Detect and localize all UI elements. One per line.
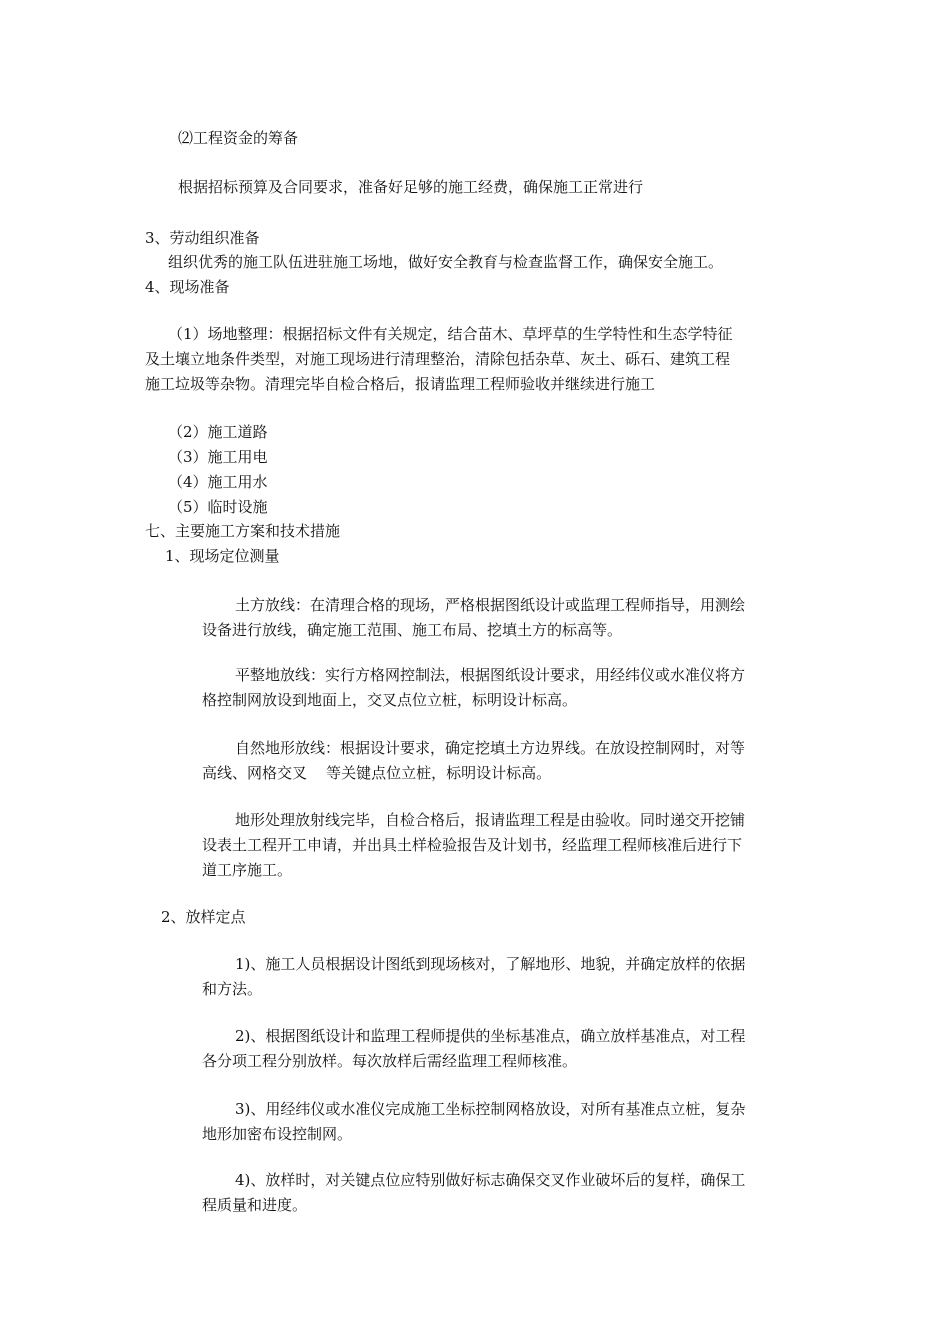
site-clearing-line: 施工垃圾等杂物。清理完毕自检合格后，报请监理工程师验收并继续进行施工 — [145, 375, 656, 393]
staking-step-line: 程质量和进度。 — [202, 1196, 308, 1214]
labor-text: 组织优秀的施工队伍进驻施工场地，做好安全教育与检查监督工作，确保安全施工。 — [168, 253, 724, 271]
funding-text: 根据招标预算及合同要求，准备好足够的施工经费，确保施工正常进行 — [178, 178, 644, 196]
survey-done-line: 设表土工程开工申请，并出具土样检验报告及计划书，经监理工程师核准后进行下 — [202, 836, 743, 854]
staking-step-line: 4)、放样时，对关键点位应特别做好标志确保交叉作业破坏后的复样，确保工 — [235, 1171, 746, 1189]
survey-leveling-line: 平整地放线：实行方格网控制法，根据图纸设计要求，用经纬仪或水准仪将方 — [235, 666, 746, 684]
survey-natural-line: 高线、网格交叉 等关键点位立桩，标明设计标高。 — [202, 764, 552, 782]
survey-earthwork-line: 设备进行放线，确定施工范围、施工布局、挖填土方的标高等。 — [202, 621, 623, 639]
survey-done-line: 道工序施工。 — [202, 861, 293, 879]
survey-leveling-line: 格控制网放设到地面上，交叉点位立桩，标明设计标高。 — [202, 691, 578, 709]
section7-heading: 七、主要施工方案和技术措施 — [145, 522, 341, 540]
staking-step-line: 3)、用经纬仪或水准仪完成施工坐标控制网格放设，对所有基准点立桩，复杂 — [235, 1100, 746, 1118]
survey-earthwork-line: 土方放线：在清理合格的现场，严格根据图纸设计或监理工程师指导，用测绘 — [235, 596, 746, 614]
staking-step-line: 2)、根据图纸设计和监理工程师提供的坐标基准点，确立放样基准点，对工程 — [235, 1027, 746, 1045]
staking-step-line: 1)、施工人员根据设计图纸到现场核对，了解地形、地貌，并确定放样的依据 — [235, 955, 746, 973]
survey-done-line: 地形处理放射线完毕，自检合格后，报请监理工程是由验收。同时递交开挖铺 — [235, 811, 746, 829]
site-item: （4）施工用水 — [168, 473, 268, 491]
site-heading: 4、现场准备 — [145, 278, 230, 296]
site-item: （3）施工用电 — [168, 448, 268, 466]
site-clearing-line: 及土壤立地条件类型，对施工现场进行清理整治，清除包括杂草、灰土、砾石、建筑工程 — [145, 350, 731, 368]
staking-step-line: 地形加密布设控制网。 — [202, 1125, 353, 1143]
survey-natural-line: 自然地形放线：根据设计要求，确定挖填土方边界线。在放设控制网时，对等 — [235, 739, 746, 757]
survey-heading: 1、现场定位测量 — [165, 547, 280, 565]
site-item: （5）临时设施 — [168, 498, 268, 516]
staking-step-line: 各分项工程分别放样。每次放样后需经监理工程师核准。 — [202, 1052, 578, 1070]
site-item: （2）施工道路 — [168, 423, 268, 441]
funding-heading: ⑵工程资金的筹备 — [178, 129, 299, 147]
labor-heading: 3、劳动组织准备 — [145, 229, 260, 247]
site-clearing-line: （1）场地整理：根据招标文件有关规定，结合苗木、草坪草的生学特性和生态学特征 — [168, 325, 733, 343]
staking-heading: 2、放样定点 — [161, 908, 246, 926]
staking-step-line: 和方法。 — [202, 980, 263, 998]
